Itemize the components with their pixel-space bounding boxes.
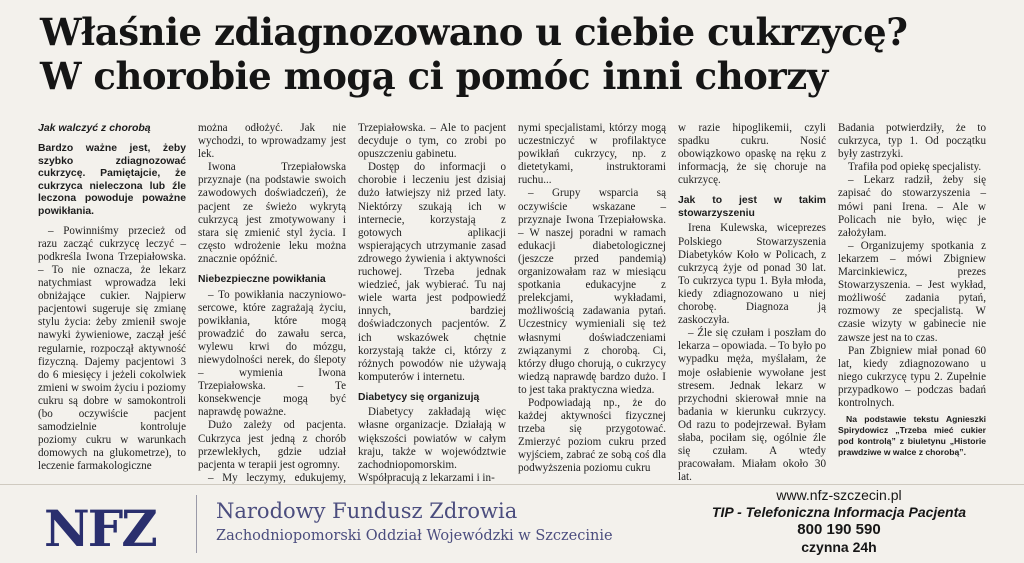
website-link[interactable]: www.nfz-szczecin.pl [776, 487, 902, 503]
paragraph: Iwona Trzepiałowska przyznaje (na podstawie swoich zawodowych doświadczeń), że pacjent ze świeżo wykrytą cukrzycą jest zmotywowany i stara się zmienić styl życia. I często wdrożenie leku można znacznie opóźnić. [198, 161, 346, 265]
subheading: Niebezpieczne powikłania [198, 274, 326, 286]
paragraph: Badania potwierdziły, że to cukrzyca, typ 1. Od początku były zastrzyki. [838, 122, 986, 161]
paragraph: Dostęp do informacji o chorobie i leczeniu jest dzisiaj dużo łatwiejszy niż przed laty. Niektórzy szukają ich w internecie, korzystają z gotowych aplikacji wspierających utrzymanie zasad zdrowego żywienia i aktywności ruchowej. Trzeba jednak wiedzieć, jak wybierać. Tu naj wiele warta jest podpowiedź innych, bardziej doświadczonych pacjentów. Z ich wskazówek chętnie korzystają także ci, którzy z różnych powodów nie używają komputerów i internetu. [358, 161, 506, 383]
paragraph: – Powinniśmy przecież od razu zacząć cukrzycę leczyć – podkreśla Iwona Trzepiałowska. – To nie oznacza, że lekarz natychmiast wprowadza leki obniżające cukier. Najpierw pacjentowi sugeruje się zmianę stylu życia: żeby zmienił swoje nawyki żywieniowe, zaczął jeść regularnie, rozpoczął aktywność fizyczną. Dajemy pacjentowi 3 do 6 miesięcy i jeżeli cokolwiek zmieni w swoim życiu i poziomy cukru są dobre w samokontroli (bo oczywiście pacjent samodzielnie kontroluje poziomy cukru w warunkach domowych na glukometrze), to leczenie farmakologiczne [38, 224, 186, 473]
column-1 [38, 122, 186, 498]
nfz-logo [44, 494, 168, 556]
headline-line-1: Właśnie zdiagnozowano u ciebie cukrzycę? [40, 10, 908, 54]
paragraph: nymi specjalistami, którzy mogą uczestniczyć w profilaktyce powikłań cukrzycy, np. z dietetykami, instruktorami ruchu... [518, 122, 666, 187]
headline-line-2: W chorobie mogą ci pomóc inni chorzy [40, 54, 828, 98]
paragraph: – Lekarz radził, żeby się zapisać do stowarzyszenia – mówi pani Irena. – Ale w Policach nie było, więc je założyłam. [838, 174, 986, 239]
paragraph: – Źle się czułam i poszłam do lekarza – opowiada. – To było po wypadku męża, myślałam, że moje osłabienie wywołane jest stresem. Jednak lekarz w przychodni skierował mnie na badania w kierunku cukrzycy. Od razu to podejrzewał. Byłam słaba, pociłam się, ogólnie źle się czułam. A wtedy pracowałam. Miałam około 30 lat. [678, 327, 826, 484]
paragraph: Podpowiadają np., że do każdej aktywności fizycznej trzeba się przygotować. Zmierzyć poziom cukru przed wyjściem, zabrać ze sobą coś dla podwyższenia poziomu cukru [518, 396, 666, 475]
column-5 [678, 122, 826, 498]
subheading: Diabetycy się organizują [358, 391, 480, 403]
footer-banner [0, 484, 1024, 563]
org-name: Narodowy Fundusz Zdrowia [216, 499, 518, 523]
paragraph: – Organizujemy spotkania z lekarzem – mówi Zbigniew Marcinkiewicz, prezes Stowarzyszenia. – Jest wykład, możliwość zadania pytań, rozmowy ze specjalistą. W czasie wizyty w gabinecie nie zawsze jest na to czas. [838, 239, 986, 344]
org-branch: Zachodniopomorski Oddział Wojewódzki w Szczecinie [216, 528, 613, 544]
patient-info-line [693, 487, 985, 556]
paragraph: w razie hipoglikemii, czyli spadku cukru. Nosić obowiązkowo opaskę na ręku z informacją, że się choruje na cukrzycę. [678, 122, 826, 187]
paragraph: – My leczymy, edukujemy, [208, 471, 346, 484]
source-note: Na podstawie tekstu Agnieszki Spirydowicz „Trzeba mieć cukier pod kontrolą” z biuletynu „Historie prawdziwe w walce z chorobą”. [838, 414, 986, 458]
column-4 [518, 122, 666, 498]
divider [196, 495, 197, 553]
phone-number[interactable]: 800 190 590 [797, 521, 881, 538]
paragraph: Trafiła pod opiekę specjalisty. [848, 161, 982, 174]
column-6 [838, 122, 986, 498]
paragraph: – Grupy wsparcia są oczywiście wskazane – przyznaje Iwona Trzepiałowska. – W naszej poradni w ramach edukacji diabetologicznej (jeszcze przed pandemią) organizowałam raz w miesiącu spotkania edukacyjne z prelekcjami, wykładami, możliwością zadawania pytań. Uczestnicy wymieniali się też własnymi doświadczeniami związanymi z chorobą. Ci, którzy długo chorują, o cukrzycy wiedzą naprawdę bardzo dużo. I to jest taka praktyczna wiedza. [518, 187, 666, 396]
column-2 [198, 122, 346, 498]
article-body [38, 122, 986, 484]
article-lead: Bardzo ważne jest, żeby szybko zdiagnozować cukrzycę. Pamiętajcie, że cukrzyca nieleczona lub źle leczona powoduje poważne powikłania. [38, 143, 186, 218]
paragraph: Pan Zbigniew miał ponad 60 lat, kiedy zdiagnozowano u niego cukrzycę typu 2. Zupełnie przypadkowo – podczas badań kontrolnych. [838, 344, 986, 409]
paragraph: Irena Kulewska, wiceprezes Polskiego Stowarzyszenia Diabetyków Koło w Policach, z cukrzycą żyje od ponad 30 lat. To cukrzyca typu 1. Była młoda, kiedy zdiagnozowano u niej chorobę. Diagnoza ją zaskoczyła. [678, 222, 826, 327]
paragraph: można odłożyć. Jak nie wychodzi, to wprowadzamy jest lek. [198, 122, 346, 161]
opening-hours: czynna 24h [801, 539, 877, 555]
section-rubric: Jak walczyć z chorobą [38, 122, 151, 134]
paragraph: Dużo zależy od pacjenta. Cukrzyca jest jedną z chorób przewlekłych, gdzie udział pacjenta w terapii jest ogromny. [198, 419, 346, 471]
paragraph: Diabetycy zakładają więc własne organizacje. Działają w większości powiatów w całym kraju, także w województwie zachodniopomorskim. Współpracują z lekarzami i in- [358, 406, 506, 484]
nfz-logo-text: NFZ [44, 499, 156, 558]
article-headline [40, 10, 1000, 98]
paragraph: Trzepiałowska. – Ale to pacjent decyduje o tym, co zrobi po opuszczeniu gabinetu. [358, 122, 506, 161]
tip-title: TIP - Telefoniczna Informacja Pacjenta [711, 504, 967, 520]
paragraph: – To powikłania naczyniowo-sercowe, które zagrażają życiu, powikłania, które mogą prowadzić do zawału serca, wylewu krwi do mózgu, niewydolności nerek, do ślepoty – wymienia Iwona Trzepiałowska. – Te konsekwencje mogą być naprawdę poważne. [198, 288, 346, 419]
subheading: Jak to jest w takim stowarzyszeniu [678, 195, 826, 219]
organization-name [216, 497, 613, 547]
column-3 [358, 122, 506, 498]
